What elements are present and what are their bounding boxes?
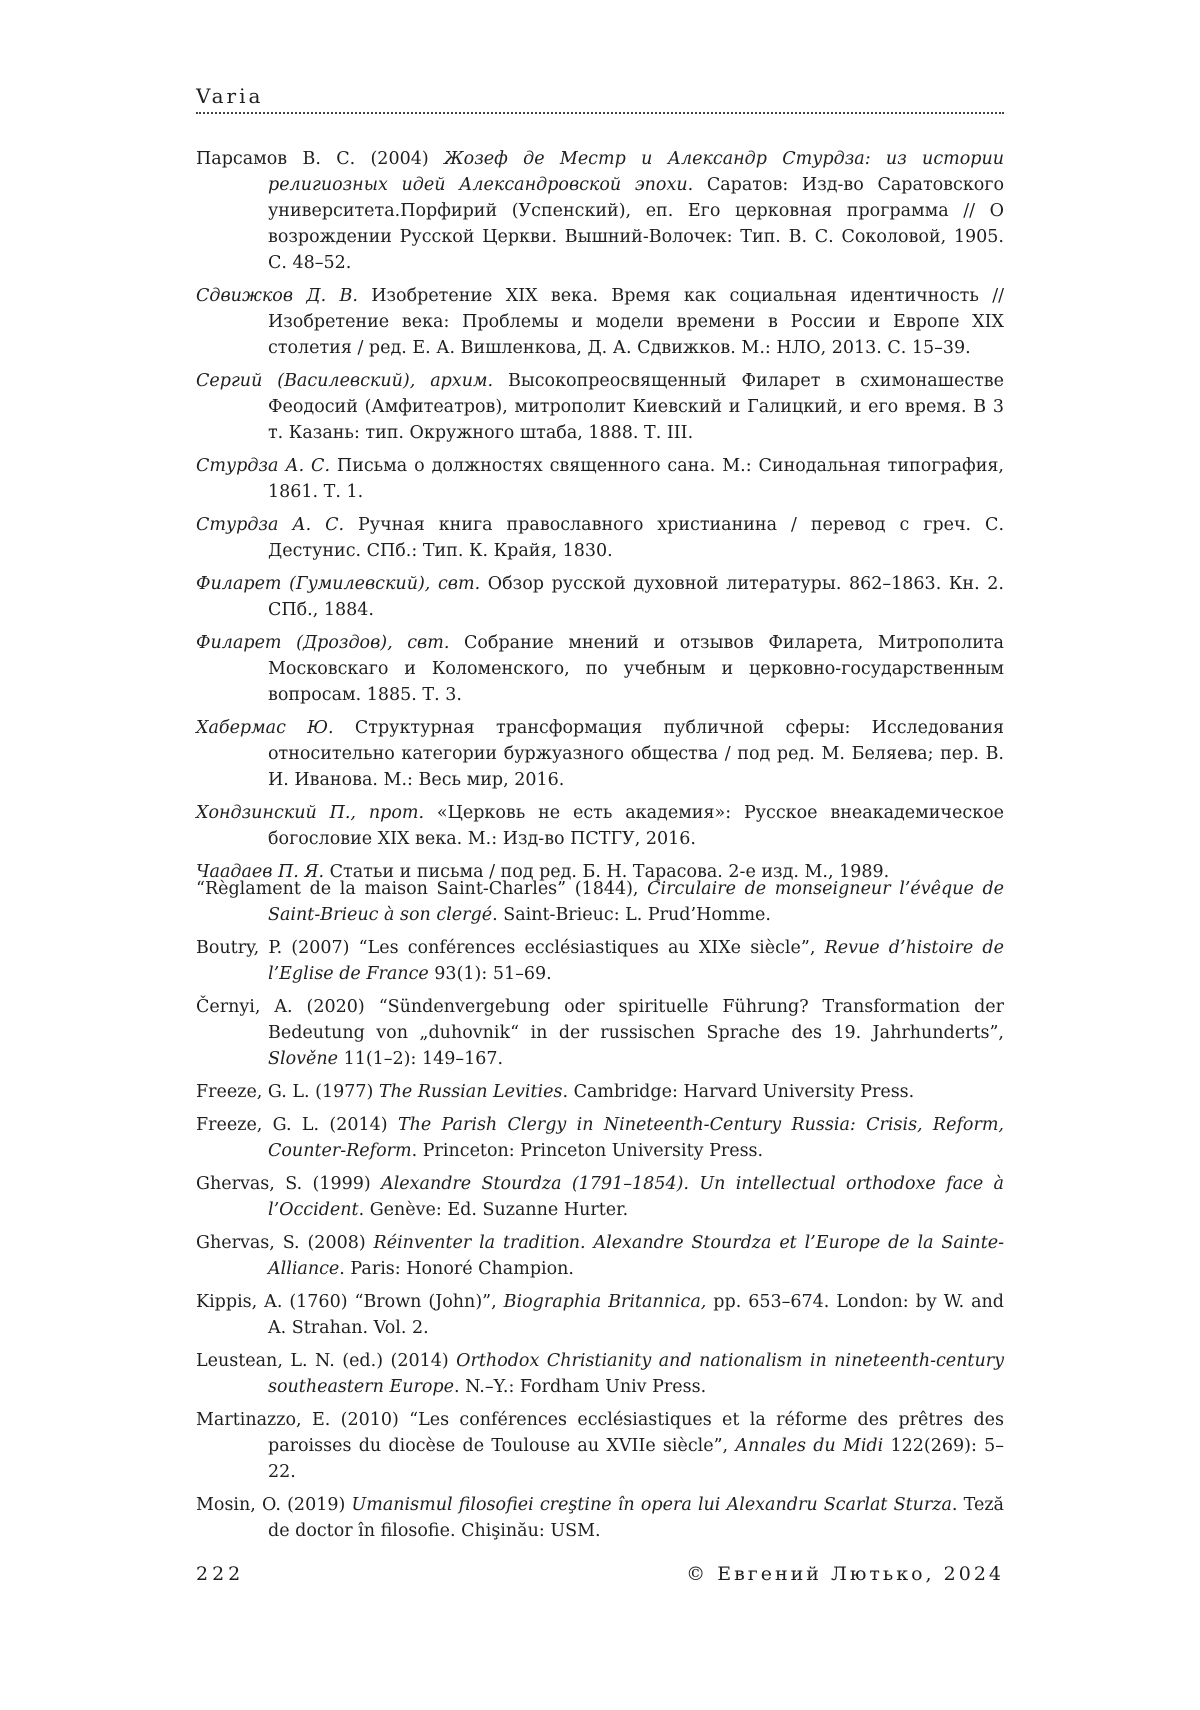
reference-text: Обзор русской духовной литературы. 862–1863. Кн. 2. СПб., 1884. <box>268 574 1004 620</box>
reference-entry <box>196 1079 1004 1105</box>
reference-text: . Paris: Honoré Champion. <box>339 1259 574 1279</box>
reference-list-latin <box>196 876 1004 1551</box>
reference-italic-text: Annales du Midi <box>735 1436 884 1456</box>
reference-italic-text: The Russian Levities <box>378 1082 563 1102</box>
reference-text: Leustean, L. N. (ed.) (2014) <box>196 1351 457 1371</box>
reference-text: “Règlament de la maison Saint-Charles” (1844), <box>196 879 648 899</box>
reference-entry <box>196 368 1004 446</box>
reference-italic-text: Biographia Britannica, <box>503 1292 707 1312</box>
reference-text: Boutry, P. (2007) “Les conférences ecclésiastiques au XIXe siècle”, <box>196 938 825 958</box>
reference-italic-text: Slověne <box>268 1049 338 1069</box>
reference-text: . Princeton: Princeton University Press. <box>411 1141 764 1161</box>
reference-entry <box>196 512 1004 564</box>
reference-entry <box>196 994 1004 1072</box>
reference-text: 122(269): 5–22. <box>268 1436 1004 1482</box>
reference-italic-text: Чаадаев П. Я. <box>196 862 325 882</box>
reference-list-russian <box>196 146 1004 892</box>
reference-text: Freeze, G. L. (2014) <box>196 1115 398 1135</box>
reference-text: . Saint-Brieuc: L. Prud’Homme. <box>492 905 771 925</box>
reference-entry <box>196 1171 1004 1223</box>
reference-italic-text: Circulaire de monseigneur l’évêque de Saint-Brieuc à son clergé <box>268 879 1004 925</box>
reference-entry <box>196 453 1004 505</box>
reference-text: Martinazzo, E. (2010) “Les conférences ecclésiastiques et la réforme des prêtres des paroisses du diocèse de Toulouse au XVIIe siècle”, <box>196 1410 1004 1456</box>
reference-italic-text: The Parish Clergy in Nineteenth-Century Russia: Crisis, Reform, Counter-Reform <box>268 1115 1004 1161</box>
reference-italic-text: Сергий (Василевский), архим. <box>196 371 494 391</box>
reference-italic-text: Стурдза А. С. <box>196 456 331 476</box>
copyright-notice: © Евгений Лютько, 2024 <box>686 1563 1004 1585</box>
reference-text: Ручная книга православного христианина / перевод с греч. С. Дестунис. СПб.: Тип. К. Крайя, 1830. <box>268 515 1005 561</box>
reference-text: Ghervas, S. (2008) <box>196 1233 374 1253</box>
reference-text: «Церковь не есть академия»: Русское внеакадемическое богословие XIX века. М.: Изд-во ПСТГУ, 2016. <box>268 803 1004 849</box>
reference-text: . Teză de doctor în filosofie. Chişinău: USM. <box>268 1495 1004 1541</box>
reference-entry <box>196 800 1004 852</box>
reference-text: . Cambridge: Harvard University Press. <box>562 1082 915 1102</box>
page-number: 222 <box>196 1563 245 1585</box>
reference-text: . Genève: Ed. Suzanne Hurter. <box>358 1200 629 1220</box>
reference-italic-text: Хабермас Ю. <box>196 718 334 738</box>
reference-text: . N.–Y.: Fordham Univ Press. <box>453 1377 707 1397</box>
reference-entry <box>196 630 1004 708</box>
reference-text: Высокопреосвященный Филарет в схимонашестве Феодосий (Амфитеатров), митрополит Киевский и Галицкий, и его время. В 3 т. Казань: тип. Окружного штаба, 1888. Т. III. <box>268 371 1005 443</box>
reference-italic-text: Хондзинский П., прот. <box>196 803 425 823</box>
reference-text: Freeze, G. L. (1977) <box>196 1082 379 1102</box>
reference-text: Ghervas, S. (1999) <box>196 1174 382 1194</box>
reference-text: Mosin, O. (2019) <box>196 1495 352 1515</box>
reference-text: 11(1–2): 149–167. <box>338 1049 504 1069</box>
reference-text: 93(1): 51–69. <box>428 964 552 984</box>
reference-italic-text: Жозеф де Местр и Александр Стурдза: из истории религиозных идей Александровской эпохи. <box>268 149 1005 195</box>
reference-italic-text: Orthodox Christianity and nationalism in nineteenth-century southeastern Europe <box>268 1351 1004 1397</box>
reference-entry <box>196 1230 1004 1282</box>
reference-entry <box>196 1289 1004 1341</box>
reference-italic-text: Réinventer la tradition. Alexandre Stourdza et l’Europe de la Sainte-Alliance <box>268 1233 1004 1279</box>
reference-entry <box>196 571 1004 623</box>
reference-text: Парсамов В. С. (2004) <box>196 149 445 169</box>
reference-text: Černyi, A. (2020) “Sündenvergebung oder spirituelle Führung? Transformation der Bedeutung von „duhovnik“ in der russischen Sprache des 19. Jahrhunderts”, <box>196 997 1004 1043</box>
reference-italic-text: Филарет (Гумилевский), свт. <box>196 574 481 594</box>
reference-italic-text: Revue d’histoire de l’Eglise de France <box>268 938 1004 984</box>
reference-entry <box>196 935 1004 987</box>
reference-entry <box>196 1348 1004 1400</box>
reference-entry <box>196 876 1004 928</box>
reference-text: Структурная трансформация публичной сферы: Исследования относительно категории буржуазного общества / под ред. М. Беляева; пер. В. И. Иванова. М.: Весь мир, 2016. <box>268 718 1004 790</box>
reference-text: Статьи и письма / под ред. Б. Н. Тарасова. 2-е изд. М., 1989. <box>324 862 890 882</box>
reference-text: pp. 653–674. London: by W. and A. Strahan. Vol. 2. <box>268 1292 1004 1338</box>
reference-italic-text: Стурдза А. С. <box>196 515 345 535</box>
reference-italic-text: Alexandre Stourdza (1791–1854). Un intellectual orthodoxe face à l’Occident <box>268 1174 1004 1220</box>
reference-text: Письма о должностях священного сана. М.: Синодальная типография, 1861. Т. 1. <box>268 456 1004 502</box>
reference-entry <box>196 1492 1004 1544</box>
reference-text: Саратов: Изд-во Саратовского университета.Порфирий (Успенский), еп. Его церковная программа // О возрождении Русской Церкви. Вышний-Волочек: Тип. В. С. Соколовой, 1905. С. 48–52. <box>268 175 1004 273</box>
reference-entry <box>196 1407 1004 1485</box>
reference-entry <box>196 283 1004 361</box>
reference-text: Изобретение XIX века. Время как социальная идентичность // Изобретение века: Проблемы и модели времени в России и Европе XIX столетия / ред. Е. А. Вишленкова, Д. А. Сдвижков. М.: НЛО, 2013. С. 15–39. <box>268 286 1005 358</box>
reference-italic-text: Umanismul filosofiei creştine în opera lui Alexandru Scarlat Sturza <box>351 1495 952 1515</box>
reference-text: Kippis, A. (1760) “Brown (John)”, <box>196 1292 504 1312</box>
reference-entry <box>196 1112 1004 1164</box>
reference-entry <box>196 146 1004 276</box>
reference-entry <box>196 715 1004 793</box>
reference-italic-text: Сдвижков Д. В. <box>196 286 358 306</box>
running-head: Varia <box>196 84 264 108</box>
reference-italic-text: Филарет (Дроздов), свт. <box>196 633 450 653</box>
header-divider <box>196 112 1004 114</box>
reference-text: Собрание мнений и отзывов Филарета, Митрополита Московскаго и Коломенского, по учебным и церковно-государственным вопросам. 1885. Т. 3. <box>268 633 1004 705</box>
